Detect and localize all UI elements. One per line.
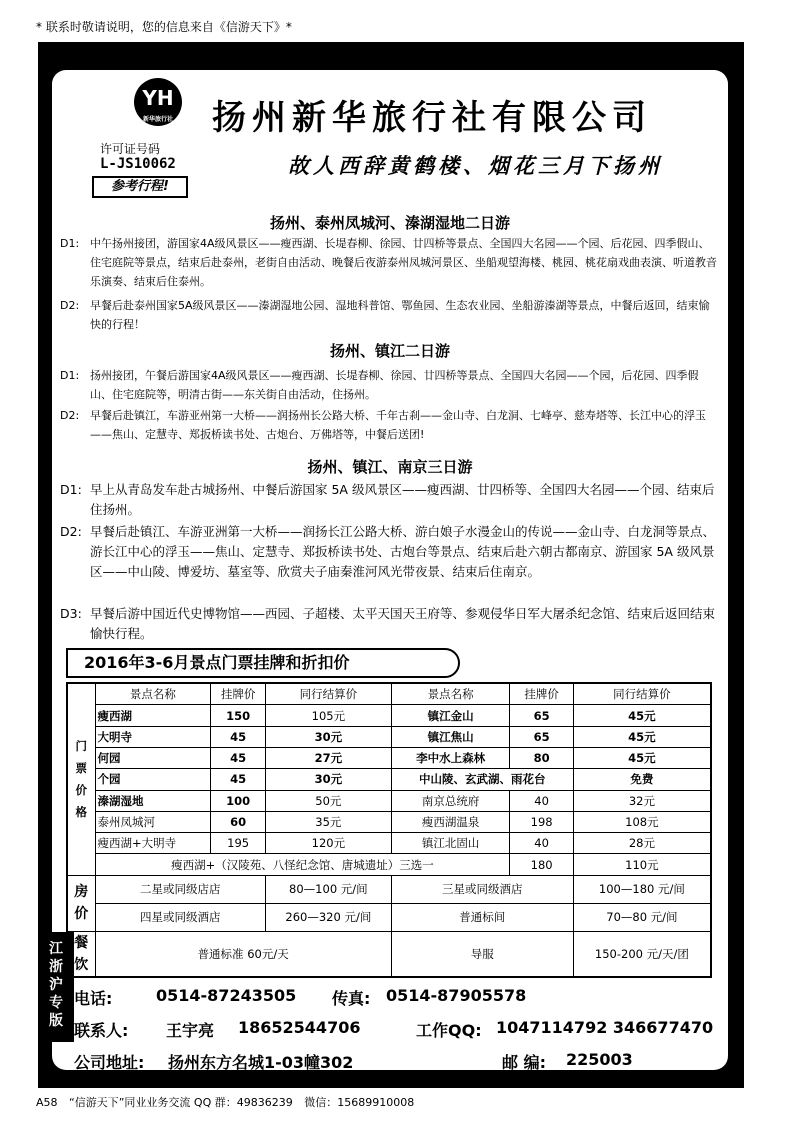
logo-caption: 新华旅行社: [142, 116, 173, 123]
room-row: [67, 903, 711, 931]
day-text: 早上从青岛发车赴古城扬州、中餐后游国家 5A 级风景区——瘦西湖、廿四桥等、全国四大名园——个园、结束后住扬州。: [90, 482, 715, 517]
table-row: [67, 726, 711, 747]
table-cell: 45: [211, 769, 266, 790]
guide-price: 150-200 元/天/团: [573, 932, 711, 978]
tour-3-day-2: [60, 522, 720, 582]
table-cell: 70—80 元/间: [573, 903, 711, 931]
qq-label: 工作QQ:: [416, 1021, 482, 1040]
side-tab-char: 浙: [49, 959, 63, 975]
footer: [36, 1094, 422, 1110]
tour-title-2: 扬州、镇江二日游: [329, 342, 450, 360]
combo-list-price: 180: [510, 854, 573, 875]
table-cell: 大明寺: [95, 726, 211, 747]
address-label: 公司地址:: [74, 1053, 145, 1072]
table-row: [67, 705, 711, 726]
table-cell: 35元: [265, 811, 391, 832]
price-table: [66, 682, 712, 978]
ticket-category: 门票价格: [67, 683, 95, 875]
tour-title-1: 扬州、泰州凤城河、溱湖湿地二日游: [269, 214, 510, 232]
company-logo: [134, 78, 182, 126]
meal-standard: 普通标准 60元/天: [95, 932, 391, 978]
combo-name: 瘦西湖+（汉陵苑、八怪纪念馆、唐城遗址）三选一: [95, 854, 510, 875]
meal-row: [67, 932, 711, 978]
table-cell: 普通标间: [391, 903, 573, 931]
guide-label: 导服: [391, 932, 573, 978]
table-cell: 195: [211, 833, 266, 854]
meal-category: 餐饮: [67, 932, 95, 978]
side-tab: [38, 932, 74, 1042]
zip-label: 邮 编:: [502, 1053, 546, 1072]
table-cell: 27元: [265, 747, 391, 768]
table-cell: 80—100 元/间: [265, 875, 391, 903]
table-cell: 瘦西湖温泉: [391, 811, 510, 832]
room-row: [67, 875, 711, 903]
table-cell: 瘦西湖: [95, 705, 211, 726]
table-cell: 李中水上森林: [391, 747, 510, 768]
tour-1-day-2: [60, 296, 720, 334]
table-row: [67, 790, 711, 811]
tour-2-day-2: [60, 406, 720, 444]
slogan: 故人西辞黄鹤楼、烟花三月下扬州: [288, 153, 663, 178]
footer-brand: “信游天下”同业业务交流 QQ 群：49836239: [69, 1096, 293, 1109]
table-cell: 105元: [265, 705, 391, 726]
license-number: L-JS10062: [100, 156, 176, 172]
table-cell: 50元: [265, 790, 391, 811]
table-cell: 30元: [265, 769, 391, 790]
table-cell: 28元: [573, 833, 711, 854]
table-cell: 100: [211, 790, 266, 811]
fax-label: 传真:: [332, 989, 371, 1008]
person-label: 联系人:: [74, 1021, 129, 1040]
side-tab-char: 江: [49, 941, 63, 957]
tour-title-3: 扬州、镇江、南京三日游: [307, 458, 473, 476]
license-label: 许可证号码: [100, 142, 161, 156]
table-cell: 260—320 元/间: [265, 903, 391, 931]
day-label: D1:: [60, 482, 82, 497]
table-cell: 198: [510, 811, 573, 832]
address: 扬州东方名城1-03幢302: [168, 1053, 354, 1072]
header-cell: 挂牌价: [211, 683, 266, 705]
table-cell: 40: [510, 833, 573, 854]
day-text: 早餐后赴镇江、车游亚洲第一大桥——润扬长江公路大桥、游白娘子水漫金山的传说——金山寺、白龙洞等景点、游长江中心的浮玉——焦山、定慧寺、郑扳桥读书处、古炮台等景点、结束后赴六朝古都南京、游国家 5A 级风景区——中山陵、博爱坊、墓室等、欣赏夫子庙秦淮河风光带夜景、结束后住南京。: [90, 524, 716, 579]
day-text: 扬州接团，午餐后游国家4A级风景区——瘦西湖、长堤春柳、徐园、廿四桥等景点、全国四大名园——个园，后花园、四季假山、住宅庭院等，明清古街——东关街自由活动，住扬州。: [90, 369, 699, 401]
table-row: [67, 747, 711, 768]
table-cell: 45元: [573, 705, 711, 726]
ad-frame: [38, 42, 744, 1088]
day-text: 早餐后赴泰州国家5A级风景区——溱湖湿地公园、湿地科普馆、鄂鱼园、生态农业园、坐船游溱湖等景点，中餐后返回，结束愉快的行程！: [90, 299, 710, 331]
table-cell: 45元: [573, 747, 711, 768]
logo-mark: YH: [142, 86, 174, 110]
company-name: 扬州新华旅行社有限公司: [212, 98, 652, 138]
table-row: [67, 811, 711, 832]
table-cell: 中山陵、玄武湖、雨花台: [391, 769, 573, 790]
price-banner: 2016年3-6月景点门票挂牌和折扣价: [66, 648, 460, 678]
table-cell: 45: [211, 726, 266, 747]
day-label: D1:: [60, 369, 80, 382]
mobile-number: 18652544706: [238, 1018, 361, 1037]
table-row: [67, 769, 711, 790]
table-cell: 45元: [573, 726, 711, 747]
table-cell: 108元: [573, 811, 711, 832]
table-cell: 40: [510, 790, 573, 811]
table-cell: 二星或同级店店: [95, 875, 265, 903]
phone-number: 0514-87243505: [156, 986, 297, 1005]
zip-code: 225003: [566, 1050, 633, 1069]
tour-2-day-1: [60, 366, 720, 404]
tour-3-day-3: [60, 604, 720, 644]
table-cell: 个园: [95, 769, 211, 790]
table-cell: 三星或同级酒店: [391, 875, 573, 903]
table-cell: 150: [211, 705, 266, 726]
table-cell: 四星或同级酒店: [95, 903, 265, 931]
table-cell: 65: [510, 726, 573, 747]
table-row-combo: [67, 854, 711, 875]
table-cell: 80: [510, 747, 573, 768]
day-label: D2:: [60, 299, 80, 312]
day-label: D3:: [60, 606, 82, 621]
table-cell: 30元: [265, 726, 391, 747]
tour-1-day-1: [60, 234, 720, 291]
fax-number: 0514-87905578: [386, 986, 527, 1005]
side-tab-char: 专: [49, 995, 63, 1011]
day-text: 中午扬州接团，游国家4A级风景区——瘦西湖、长堤春柳、徐园、廿四桥等景点、全国四大名园——个园、后花园、四季假山、住宅庭院等景点，结束后赴泰州，老街自由活动、晚餐后夜游泰州凤城河景区、坐船观望海楼、桃园、桃花扇戏曲表演、听道教音乐演奏、结束后住泰州。: [90, 237, 717, 288]
top-note: * 联系时敬请说明，您的信息来自《信游天下》*: [36, 20, 292, 34]
table-cell: 镇江北固山: [391, 833, 510, 854]
header-cell: 景点名称: [391, 683, 510, 705]
table-cell: 45: [211, 747, 266, 768]
day-text: 早餐后游中国近代史博物馆——西园、子超楼、太平天国天王府等、参观侵华日军大屠杀纪念馆、结束后返回结束愉快行程。: [90, 606, 716, 641]
side-tab-char: 版: [49, 1013, 63, 1029]
reference-badge: 参考行程!: [92, 176, 188, 198]
qq-numbers: 1047114792 346677470: [496, 1018, 714, 1037]
day-label: D2:: [60, 524, 82, 539]
header-cell: 同行结算价: [573, 683, 711, 705]
table-cell: 32元: [573, 790, 711, 811]
table-cell: 瘦西湖+大明寺: [95, 833, 211, 854]
tour-3-day-1: [60, 480, 720, 520]
table-cell: 南京总统府: [391, 790, 510, 811]
table-cell: 镇江焦山: [391, 726, 510, 747]
table-cell: 何园: [95, 747, 211, 768]
side-tab-char: 沪: [49, 977, 63, 993]
day-text: 早餐后赴镇江，车游亚州第一大桥——润扬州长公路大桥、千年古刹——金山寺、白龙洞、七峰亭、慈寿塔等、长江中心的浮玉——焦山、定慧寺、郑扳桥读书处、古炮台、万佛塔等，中餐后送团!: [90, 409, 706, 441]
table-cell: 泰州凤城河: [95, 811, 211, 832]
table-cell: 溱湖湿地: [95, 790, 211, 811]
table-cell: 免费: [573, 769, 711, 790]
day-label: D2:: [60, 409, 80, 422]
table-row: [67, 833, 711, 854]
page-number: A58: [36, 1096, 58, 1109]
header-cell: 景点名称: [95, 683, 211, 705]
room-category: 房价: [67, 875, 95, 931]
footer-wechat: 微信：15689910008: [304, 1096, 415, 1109]
combo-net-price: 110元: [573, 854, 711, 875]
table-cell: 65: [510, 705, 573, 726]
table-cell: 60: [211, 811, 266, 832]
ad-content: [52, 70, 728, 1070]
person-name: 王宇亮: [166, 1021, 215, 1040]
phone-label: 电话:: [74, 989, 113, 1008]
day-label: D1:: [60, 237, 80, 250]
table-cell: 120元: [265, 833, 391, 854]
header-cell: 挂牌价: [510, 683, 573, 705]
table-cell: 100—180 元/间: [573, 875, 711, 903]
header-cell: 同行结算价: [265, 683, 391, 705]
table-cell: 镇江金山: [391, 705, 510, 726]
table-header-row: [67, 683, 711, 705]
